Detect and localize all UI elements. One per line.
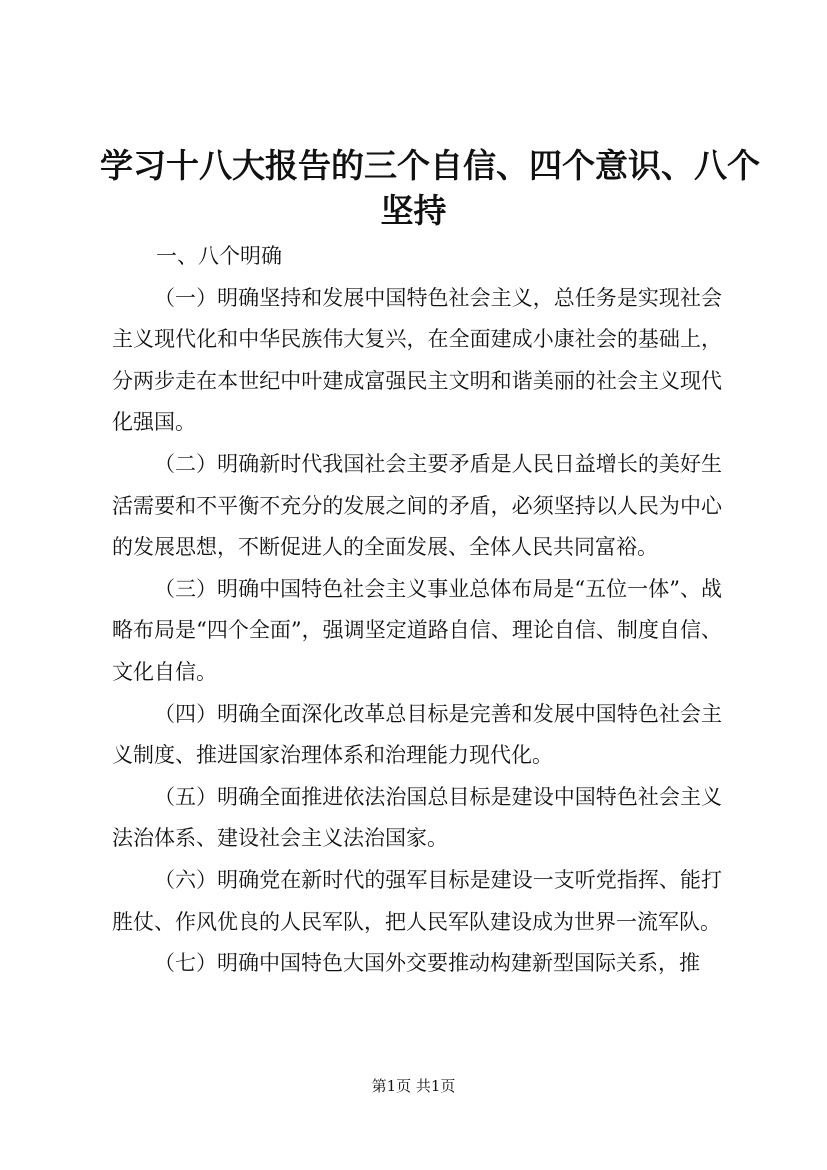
paragraph-3: （三）明确中国特色社会主义事业总体布局是“五位一体”、战略布局是“四个全面”，强调坚定道路自信、理论自信、制度自信、文化自信。 <box>112 576 722 684</box>
document-title <box>100 143 760 233</box>
paragraph-5: （五）明确全面推进依法治国总目标是建设中国特色社会主义法治体系、建设社会主义法治国家。 <box>112 784 722 851</box>
paragraph-4: （四）明确全面深化改革总目标是完善和发展中国特色社会主义制度、推进国家治理体系和治理能力现代化。 <box>112 701 722 768</box>
paragraph-2: （二）明确新时代我国社会主要矛盾是人民日益增长的美好生活需要和不平衡不充分的发展之间的矛盾，必须坚持以人民为中心的发展思想，不断促进人的全面发展、全体人民共同富裕。 <box>112 451 722 560</box>
document-body <box>112 236 722 985</box>
title-line-1: 学习十八大报告的三个自信、四个意识、八个 <box>100 146 760 185</box>
section-heading: 一、八个明确 <box>156 244 282 268</box>
paragraph-7: （七）明确中国特色大国外交要推动构建新型国际关系，推 <box>154 951 700 976</box>
page-footer: 第1页 共1页 <box>371 1077 456 1095</box>
title-line-2: 坚持 <box>380 191 447 230</box>
paragraph-6: （六）明确党在新时代的强军目标是建设一支听党指挥、能打胜仗、作风优良的人民军队，把人民军队建设成为世界一流军队。 <box>112 867 722 934</box>
paragraph-1: （一）明确坚持和发展中国特色社会主义，总任务是实现社会主义现代化和中华民族伟大复兴，在全面建成小康社会的基础上，分两步走在本世纪中叶建成富强民主文明和谐美丽的社会主义现代化强国。 <box>112 285 722 435</box>
